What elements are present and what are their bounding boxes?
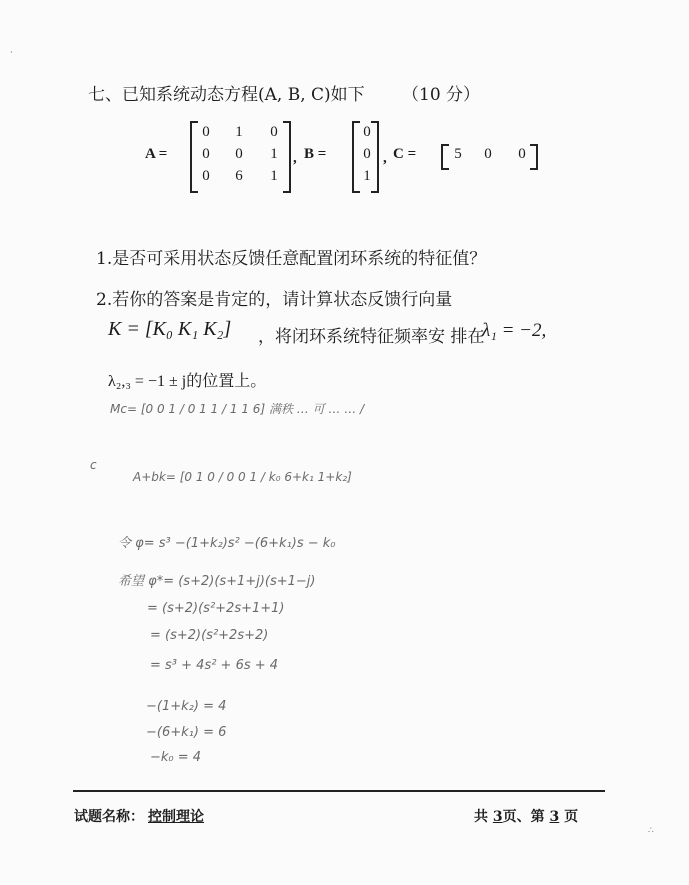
matrix-a-cell: 6 [235,168,243,184]
matrix-c-label: C = [393,146,417,162]
matrix-a-cell: 0 [235,146,243,162]
matrix-a-right-bracket [283,121,291,193]
footer-page-prefix: 共 [474,809,488,825]
matrix-a-cell: 0 [202,146,210,162]
scan-noise: · [10,48,13,58]
hw-characteristic-poly: 令 φ= s³ −(1+k₂)s² −(6+k₁)s − k₀ [118,536,336,551]
scan-noise: ∴ [648,826,654,836]
question-title: 七、已知系统动态方程(A, B, C)如下 [88,85,365,105]
matrix-c-cell: 0 [518,146,526,162]
hw-closed-loop-matrix: A+bk= [0 1 0 / 0 0 1 / k₀ 6+k₁ 1+k₂] [133,470,352,484]
footer-current-page: 3 [549,809,560,825]
hw-expansion-1: = (s+2)(s²+2s+1+1) [147,601,285,616]
footer-page-suffix: 页 [564,809,579,825]
lambda-2-3: λ₂,₃ = −1 ± j的位置上。 [108,373,267,390]
lambda-1: λ₁ = −2, [482,320,547,341]
sub-question-2: 2.若你的答案是肯定的，请计算状态反馈行向量 [96,290,453,310]
footer-rule [73,790,605,792]
hw-expansion-3: = s³ + 4s² + 6s + 4 [150,658,279,673]
matrix-a-cell: 0 [202,124,210,140]
matrix-b-cell: 0 [363,146,371,162]
hw-controllability-matrix: Mc= [0 0 1 / 0 1 1 / 1 1 6] 满秩 … 可 … … / [110,402,365,416]
matrix-b-label: B = [304,146,327,162]
matrix-c-cell: 0 [484,146,492,162]
footer-page-info [474,806,578,826]
matrix-a-cell: 1 [235,124,243,140]
footer-name-label: 试题名称： [74,809,144,825]
matrix-b-cell: 0 [363,124,371,140]
hw-desired-poly: 希望 φ*= (s+2)(s+1+j)(s+1−j) [118,574,316,589]
k-vector: K = [K₀ K₁ K₂] [108,318,232,340]
question-score: （10 分） [402,85,481,105]
sub-question-1: 1.是否可采用状态反馈任意配置闭环系统的特征值？ [96,249,487,269]
hw-expansion-2: = (s+2)(s²+2s+2) [150,628,269,643]
matrix-a-cell: 0 [202,168,210,184]
footer-page-mid: 页、第 [502,809,545,825]
matrix-b-cell: 1 [363,168,371,184]
matrix-a-cell: 0 [270,124,278,140]
k-vector-text: ，将闭环系统特征频率安 排在 [258,327,485,347]
footer-total-pages: 3 [492,809,503,825]
matrix-a-cell: 1 [270,168,278,184]
matrix-a-label: A = [145,146,168,162]
hw-equation-3: −k₀ = 4 [150,750,202,765]
hw-equation-2: −(6+k₁) = 6 [146,725,227,740]
footer-name-value: 控制理论 [148,809,204,825]
matrix-separator: , [293,150,297,166]
matrix-a-cell: 1 [270,146,278,162]
hw-equation-1: −(1+k₂) = 4 [146,699,227,714]
matrix-separator: , [383,150,387,166]
matrix-c-cell: 5 [454,146,462,162]
hw-dot-mark: c [90,458,97,472]
